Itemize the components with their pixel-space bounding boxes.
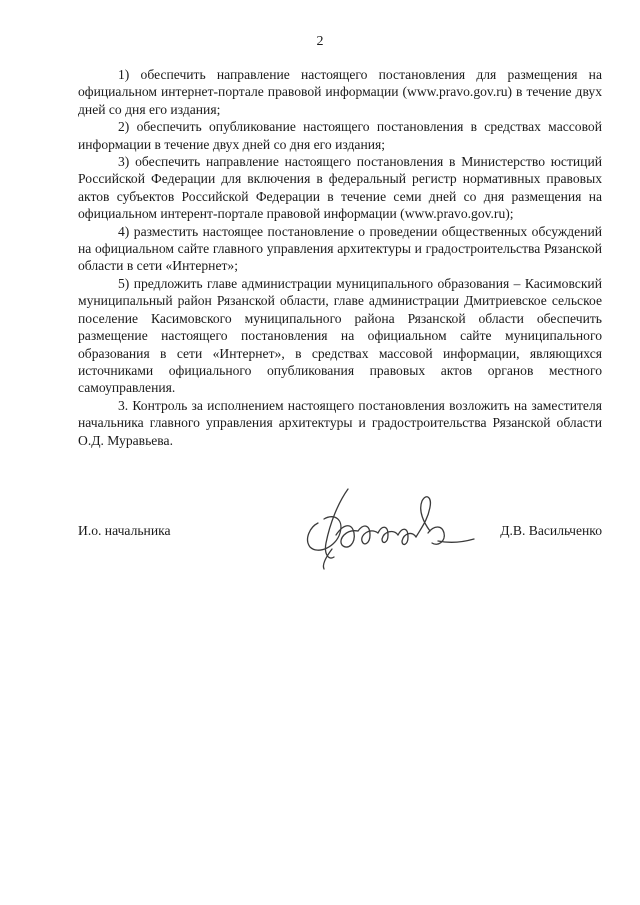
paragraph-item-1: 1) обеспечить направление настоящего постановления для размещения на официальном интернет-портале правовой информации (www.pravo.gov.ru) в течение двух дней со дня его издания; [78, 67, 602, 117]
paragraph-item-3: 3) обеспечить направление настоящего постановления в Министерство юстиций Российской Федерации для включения в федеральный регистр нормативных правовых актов субъектов Российской Федерации в течение семи дней со дня размещения на официальном интерент-портале правовой информации (www.pravo.gov.ru); [78, 154, 602, 222]
signatory-title: И.о. начальника [78, 523, 171, 538]
paragraph-item-2: 2) обеспечить опубликование настоящего постановления в средствах массовой информации в течение двух дней со дня его издания; [78, 119, 602, 152]
handwritten-signature [278, 483, 478, 573]
paragraph-control-clause: 3. Контроль за исполнением настоящего постановления возложить на заместителя начальника главного управления архитектуры и градостроительства Рязанской области О.Д. Муравьева. [78, 397, 602, 448]
document-body [78, 66, 602, 449]
paragraph-item-4: 4) разместить настоящее постановление о проведении общественных обсуждений на официальном сайте главного управления архитектуры и градостроительства Рязанской области в сети «Интернет»; [78, 223, 602, 274]
signature-block [78, 515, 602, 555]
page-number: 2 [316, 34, 324, 49]
paragraph-item-5: 5) предложить главе администрации муниципального образования – Касимовский муниципальный район Рязанской области, главе администрации Дмитриевское сельское поселение Касимовского муниципального района Рязанской области обеспечить размещение настоящего постановления на официальном сайте муниципального образования в сети «Интернет», в средствах массовой информации, являющихся источниками официального опубликования правовых актов органов местного самоуправления. [78, 275, 602, 396]
signatory-name: Д.В. Васильченко [500, 523, 602, 538]
